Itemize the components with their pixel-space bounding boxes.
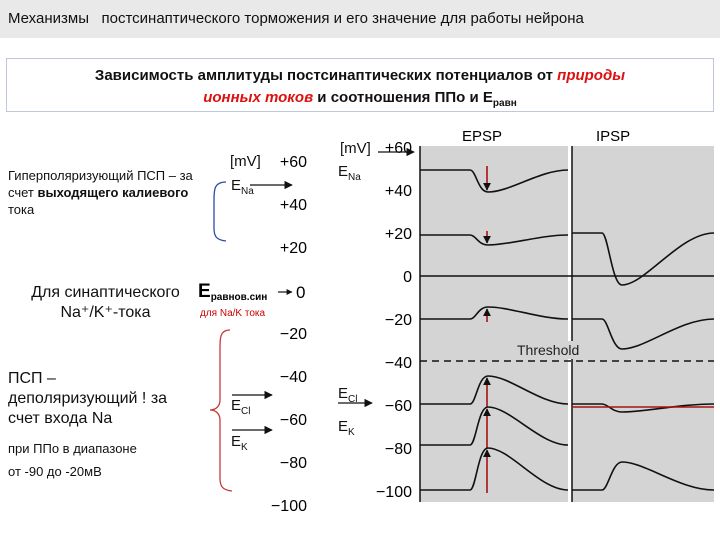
note-hyper-text: Гиперполяризующий ПСП – за счет <box>8 168 193 200</box>
note-range-2: от -90 до -20мВ <box>8 464 102 479</box>
right-unit-label: [mV] <box>340 140 371 157</box>
mid-erev-label: Eравнов.син <box>198 281 268 303</box>
subtitle-sub: равн <box>492 98 517 109</box>
mid-ecl-label: $E_{Cl}$ <box>231 397 251 417</box>
mid-tick-label: +20 <box>279 240 307 257</box>
mid-tick-labels <box>271 154 307 515</box>
right-tick-label: −80 <box>384 441 412 458</box>
ipsp-column <box>572 146 714 502</box>
mid-tick-label: −60 <box>279 412 307 429</box>
mid-tick-label: 0 <box>296 283 306 302</box>
mid-erev-note: для Na/K тока <box>200 308 266 319</box>
note-mixed-current: Для синаптического Na⁺/K⁺-тока <box>31 284 180 321</box>
mid-tick-label: −80 <box>279 455 307 472</box>
note-hyper-bold: выходящего калиевого <box>37 185 189 200</box>
ipsp-title: IPSP <box>596 128 631 145</box>
mid-tick-label: −20 <box>279 326 307 343</box>
epsp-title: EPSP <box>462 128 503 145</box>
note-range-1: при ППо в диапазоне <box>8 441 137 456</box>
right-tick-labels <box>376 140 412 501</box>
right-ecl-label: $E_{Cl}$ <box>338 385 358 405</box>
note-hyper-suffix: тока <box>8 202 35 217</box>
note-depolarizing: ПСП – деполяризующий ! за счет входа Na <box>8 370 168 427</box>
right-tick-label: −20 <box>384 312 412 329</box>
mid-ek-label: $E_K$ <box>231 433 248 453</box>
mid-tick-label: −100 <box>270 498 307 515</box>
right-ek-label: $E_K$ <box>338 418 355 438</box>
subtitle-highlight-2: ионных токов <box>203 89 314 106</box>
mid-tick-label: +60 <box>279 154 307 171</box>
mid-ena-label: $E_{Na}$ <box>231 177 254 197</box>
right-tick-label: −60 <box>384 398 412 415</box>
right-ena-label: $E_{Na}$ <box>338 163 361 183</box>
bracket-hyperpolarizing <box>214 182 226 241</box>
subtitle-text: Зависимость амплитуды постсинаптических потенциалов от <box>94 67 558 84</box>
mid-unit-label: [mV] <box>230 153 261 170</box>
right-tick-label: +40 <box>384 183 412 200</box>
subtitle-text-2: и соотношения ППо и Е <box>313 89 493 106</box>
mid-tick-label: +40 <box>279 197 307 214</box>
right-tick-label: +20 <box>384 226 412 243</box>
mid-tick-label: −40 <box>279 369 307 386</box>
page-title: Механизмы постсинаптического торможения и его значение для работы нейрона <box>0 0 720 38</box>
right-tick-label: +60 <box>384 140 412 157</box>
right-tick-label: −100 <box>375 484 412 501</box>
right-tick-label: 0 <box>403 269 412 286</box>
bracket-depolarizing <box>210 330 232 491</box>
subtitle-highlight: природы <box>557 67 626 84</box>
right-tick-label: −40 <box>384 355 412 372</box>
threshold-label: Threshold <box>517 342 580 358</box>
